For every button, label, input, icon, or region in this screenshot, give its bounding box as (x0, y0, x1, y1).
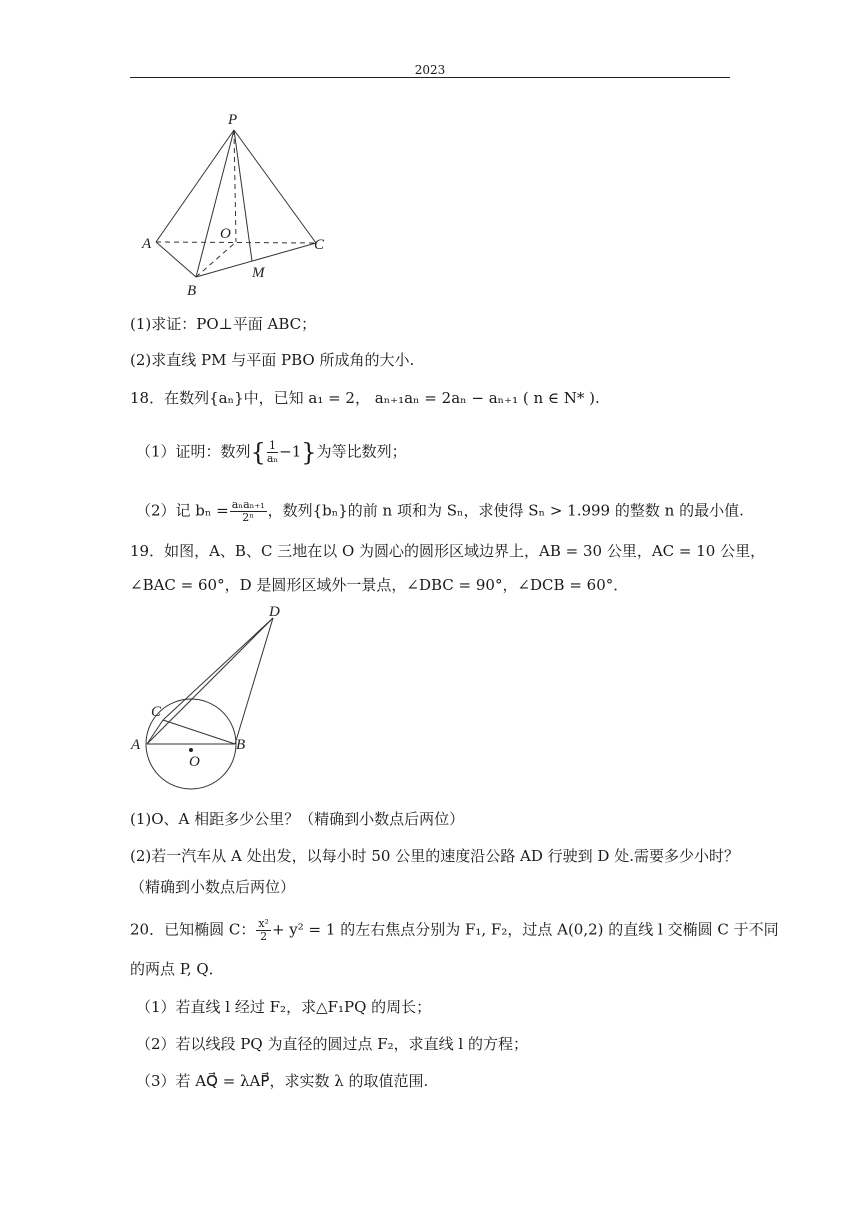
header-year: 2023 (414, 63, 446, 77)
label-B: B (187, 283, 197, 299)
label-D2: D (269, 604, 280, 620)
label-B2: B (236, 737, 246, 753)
q18-part1-fraction (267, 440, 278, 465)
label-O2: O (189, 754, 200, 770)
q18-part1-brace-right: } (301, 438, 317, 467)
q18-part2 (136, 499, 744, 524)
q20-stem-1 (130, 918, 779, 943)
q18-part1-brace-left: { (250, 438, 266, 467)
q20-part1: （1）若直线 l 经过 F₂，求△F₁PQ 的周长； (136, 998, 432, 1016)
label-C: C (314, 237, 325, 253)
label-A2: A (131, 737, 141, 753)
q17-part2: (2)求直线 PM 与平面 PBO 所成角的大小. (130, 351, 415, 369)
q19-stem-1: 19．如图，A、B、C 三地在以 O 为圆心的圆形区域边界上，AB = 30 公里，AC = 10 公里， (130, 542, 766, 560)
q18-part2-fraction (230, 499, 267, 524)
q18-part2-frac-den: 2ⁿ (242, 511, 255, 524)
q19-part2b: （精确到小数点后两位） (130, 878, 296, 896)
label-M: M (252, 265, 265, 281)
q19-part1: (1)O、A 相距多少公里？（精确到小数点后两位） (130, 810, 465, 828)
q18-part2-pre: （2）记 bₙ = (136, 501, 229, 520)
q19-stem-2: ∠BAC = 60°，D 是圆形区域外一景点，∠DBC = 90°，∠DCB = 60°． (130, 576, 629, 594)
q20-stem1-pre: 20．已知椭圆 C： (130, 920, 256, 939)
q18-part1-mid: −1 (279, 442, 302, 461)
label-A: A (142, 236, 152, 252)
q20-stem1-post: + y² = 1 的左右焦点分别为 F₁, F₂，过点 A(0,2) 的直线 l 交椭圆 C 于不同 (271, 920, 779, 939)
q18-part1-pre: （1）证明：数列 (136, 442, 251, 461)
pyramid-figure (140, 108, 340, 303)
header-rule (130, 77, 730, 78)
q18-stem: 18．在数列{aₙ}中，已知 a₁ = 2， aₙ₊₁aₙ = 2aₙ − aₙ₊₁ ( n ∈ N* ). (130, 389, 600, 407)
q20-stem-2: 的两点 P, Q． (130, 960, 224, 978)
label-P: P (228, 112, 238, 128)
q19-part2: (2)若一汽车从 A 处出发，以每小时 50 公里的速度沿公路 AD 行驶到 D 处.需要多少小时？ (130, 847, 739, 865)
q20-stem1-frac-den: 2 (260, 930, 268, 943)
label-O: O (220, 226, 231, 242)
q18-part2-post: ，数列{bₙ}的前 n 项和为 Sₙ，求使得 Sₙ > 1.999 的整数 n 的最小值. (267, 501, 744, 520)
q20-stem1-fraction (256, 918, 271, 943)
q20-part3: （3）若 AQ⃗ = λAP⃗，求实数 λ 的取值范围. (136, 1072, 429, 1090)
q20-stem1-frac-num: x² (258, 917, 269, 930)
circle-figure (125, 598, 295, 778)
q18-part1 (136, 440, 407, 465)
q20-part2: （2）若以线段 PQ 为直径的圆过点 F₂，求直线 l 的方程； (136, 1035, 528, 1053)
q18-part1-post: 为等比数列； (316, 442, 407, 461)
q18-part2-frac-num: aₙaₙ₊₁ (231, 498, 265, 511)
q18-part1-frac-den: aₙ (266, 452, 279, 465)
q17-part1: (1)求证：PO⊥平面 ABC； (130, 315, 317, 333)
label-C2: C (151, 704, 162, 720)
q18-part1-frac-num: 1 (267, 440, 278, 453)
